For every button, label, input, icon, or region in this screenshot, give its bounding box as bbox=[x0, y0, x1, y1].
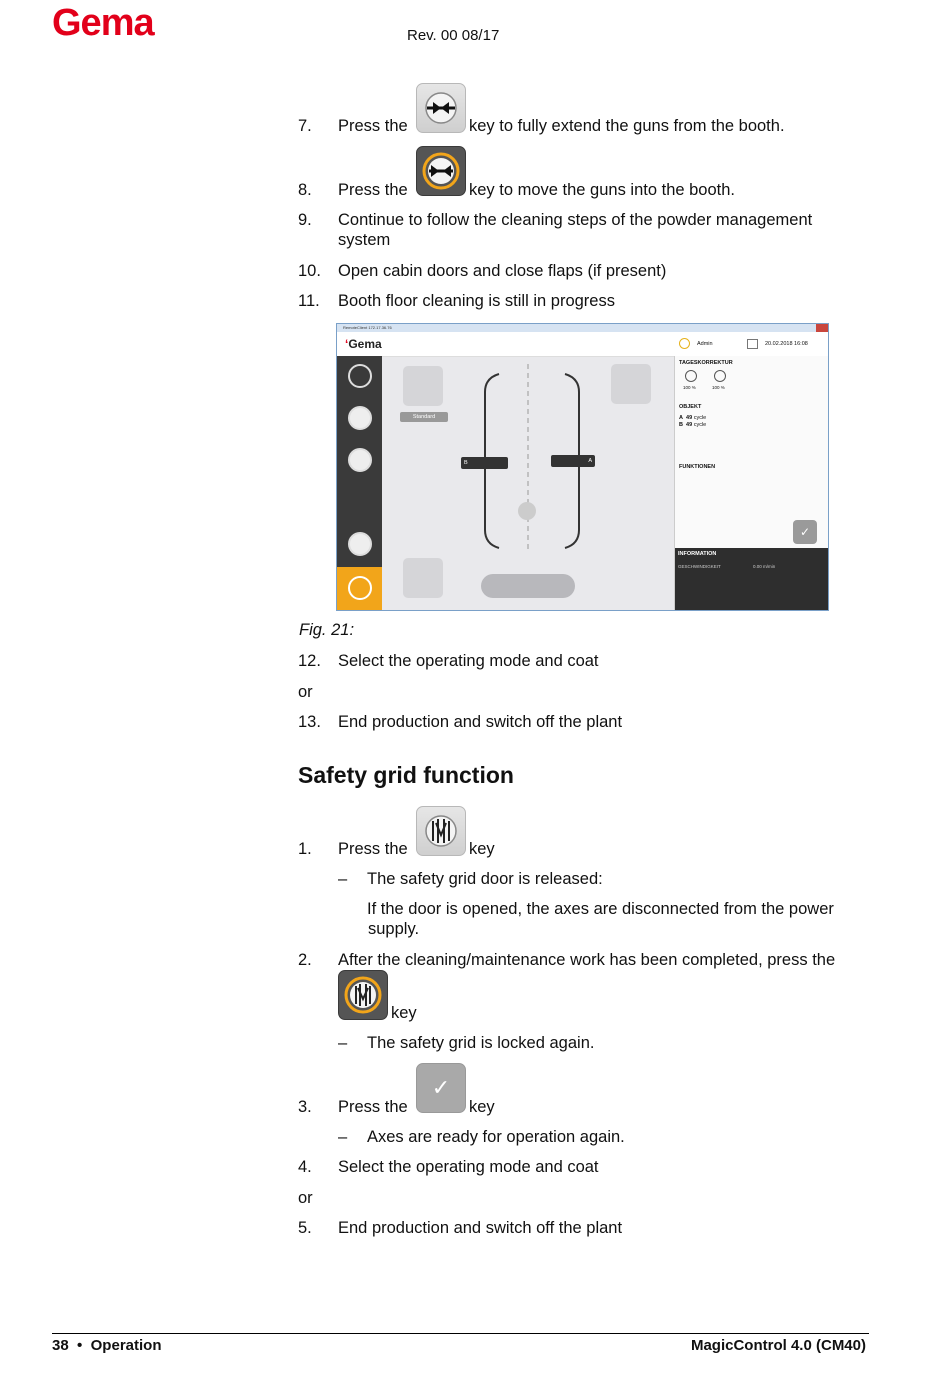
tageskorrektur-title: TAGESKORREKTUR bbox=[679, 360, 733, 366]
step-text: After the cleaning/maintenance work has been completed, press the bbox=[338, 951, 836, 969]
calendar-icon bbox=[747, 339, 758, 349]
gun-b[interactable]: B bbox=[461, 457, 508, 469]
step-number: 2. bbox=[298, 951, 312, 969]
step-text: Select the operating mode and coat bbox=[338, 652, 599, 670]
info-label: GESCHWINDIGKEIT bbox=[678, 564, 721, 569]
or-label: or bbox=[298, 1189, 313, 1207]
objekt-title: OBJEKT bbox=[679, 404, 702, 410]
step-number: 4. bbox=[298, 1158, 312, 1176]
step-number: 12. bbox=[298, 652, 321, 670]
objekt-row: B 49 cycle bbox=[679, 422, 707, 428]
step-text: Booth floor cleaning is still in progress bbox=[338, 292, 615, 310]
info-value: 0.00 m/min bbox=[753, 564, 776, 569]
step-number: 10. bbox=[298, 262, 321, 280]
step-text: system bbox=[338, 231, 391, 249]
dash: – bbox=[338, 1128, 348, 1146]
revision-label: Rev. 00 08/17 bbox=[407, 27, 500, 44]
safety-grid-key-icon bbox=[416, 806, 466, 856]
cleaning-brush-icon[interactable] bbox=[348, 448, 372, 472]
figure-caption: Fig. 21: bbox=[299, 621, 355, 639]
safety-grid-lock-key-icon bbox=[338, 970, 388, 1020]
funktionen-title: FUNKTIONEN bbox=[679, 464, 716, 470]
step-number: 5. bbox=[298, 1219, 312, 1237]
footer-left bbox=[52, 1337, 161, 1354]
step-text: Press the bbox=[338, 1098, 408, 1116]
app-logo: ‘Gema bbox=[345, 337, 382, 351]
app-header bbox=[337, 332, 828, 357]
or-label: or bbox=[298, 683, 313, 701]
step-number: 7. bbox=[298, 117, 312, 135]
gema-logo: Gema bbox=[52, 2, 154, 44]
window-title: RemoteClient 172.17.36.76 bbox=[343, 325, 392, 330]
information-panel bbox=[675, 548, 829, 610]
footer-section: Operation bbox=[90, 1337, 162, 1354]
dash: – bbox=[338, 870, 348, 888]
confirm-icon[interactable]: ✓ bbox=[793, 520, 817, 544]
step-text: Press the bbox=[338, 840, 408, 858]
step-text: Continue to follow the cleaning steps of the powder management bbox=[338, 211, 813, 229]
note-text: If the door is opened, the axes are disconnected from the power bbox=[367, 900, 834, 918]
mode-label: Standard bbox=[400, 412, 448, 422]
retract-guns-key-icon bbox=[416, 146, 466, 196]
footer-product: MagicControl 4.0 (CM40) bbox=[690, 1337, 866, 1354]
refresh-icon[interactable] bbox=[348, 364, 372, 388]
korrektur-a-icon[interactable] bbox=[685, 370, 697, 382]
power-button[interactable] bbox=[337, 567, 382, 610]
gun-a[interactable]: A bbox=[551, 455, 595, 467]
note-text: supply. bbox=[368, 920, 420, 938]
user-name: Admin bbox=[697, 341, 713, 347]
footer-divider bbox=[52, 1333, 869, 1334]
step-number: 3. bbox=[298, 1098, 312, 1116]
step-text: Open cabin doors and close flaps (if present) bbox=[338, 262, 667, 280]
sub-step-text: The safety grid is locked again. bbox=[367, 1034, 595, 1052]
close-icon[interactable] bbox=[816, 324, 828, 332]
step-text: Select the operating mode and coat bbox=[338, 1158, 599, 1176]
step-text: End production and switch off the plant bbox=[338, 713, 623, 731]
extend-guns-key-icon bbox=[416, 83, 466, 133]
step-text-after: key bbox=[469, 840, 495, 858]
checkmark-key-icon: ✓ bbox=[416, 1063, 466, 1113]
sub-step-text: The safety grid door is released: bbox=[367, 870, 603, 888]
sub-step-text: Axes are ready for operation again. bbox=[367, 1128, 625, 1146]
step-text-after: key to move the guns into the booth. bbox=[469, 181, 736, 199]
step-number: 1. bbox=[298, 840, 312, 858]
hand-icon[interactable] bbox=[348, 406, 372, 430]
step-text-after: key bbox=[391, 1004, 417, 1022]
cyclone-icon[interactable] bbox=[611, 364, 651, 404]
user-icon bbox=[679, 338, 690, 349]
window-titlebar bbox=[337, 324, 828, 332]
step-text: Press the bbox=[338, 181, 408, 199]
korrektur-b-icon[interactable] bbox=[714, 370, 726, 382]
step-number: 11. bbox=[298, 292, 320, 310]
korrektur-value: 100 % bbox=[683, 385, 696, 390]
information-title: INFORMATION bbox=[678, 551, 717, 557]
bin-icon[interactable] bbox=[518, 502, 536, 520]
datetime: 20.02.2018 16:08 bbox=[765, 341, 808, 347]
step-text: End production and switch off the plant bbox=[338, 1219, 623, 1237]
booth-screenshot bbox=[336, 323, 829, 611]
menu-icon[interactable] bbox=[348, 532, 372, 556]
step-number: 13. bbox=[298, 713, 321, 731]
position-slider[interactable] bbox=[481, 574, 575, 598]
booth-icon[interactable] bbox=[403, 366, 443, 406]
axis-icon[interactable] bbox=[403, 558, 443, 598]
step-text-after: key to fully extend the guns from the booth. bbox=[469, 117, 785, 135]
right-panel bbox=[674, 356, 829, 610]
objekt-row: A 49 cycle bbox=[679, 415, 707, 421]
step-number: 8. bbox=[298, 181, 312, 199]
footer-bullet: • bbox=[77, 1337, 83, 1354]
korrektur-value: 100 % bbox=[712, 385, 725, 390]
dash: – bbox=[338, 1034, 348, 1052]
step-text: Press the bbox=[338, 117, 408, 135]
page-number: 38 bbox=[52, 1337, 69, 1354]
step-number: 9. bbox=[298, 211, 312, 229]
sidebar bbox=[337, 356, 382, 610]
step-text-after: key bbox=[469, 1098, 495, 1116]
section-title: Safety grid function bbox=[298, 762, 514, 788]
